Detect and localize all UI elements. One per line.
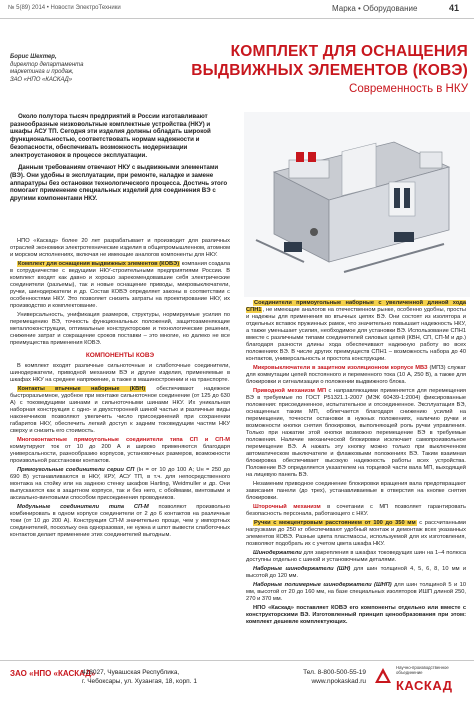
col2-paragraph-1: Соединители прямоугольные наборные с увеличенной длиной хода СПН1, не имеющие аналогов на отечественном рынке, особенно удобны, просты и надежны для применения во втычных цепях ВЭ. Они состоят из изолятора и отдельных вставок пружинных рамок, что значительно повышает надежность НКУ, а также уменьшает усилия, необходимое для установки ВЭ. Использование СПН1 вместе с различными типами соединителей силовых цепей (КВН, СП, СП-М и др.) благодаря разности длины хода обеспечивают надежную работу во всех положениях ВЭ. В числе других преимуществ СПН1 – возможность набора до 40 контактов, универсальность и простота конструкции. <box>246 300 466 362</box>
col2-paragraph-8: Наборные шинодержатели (ШН) для шин толщиной 4, 5, 6, 8, 10 мм и высотой до 120 мм. <box>246 566 466 579</box>
title-line-2: ВЫДВИЖНЫХ ЭЛЕМЕНТОВ (КОВЭ) <box>191 62 468 79</box>
col1-red-sp: Многоконтактные прямоугольные соединители типа СП и СП-М <box>17 437 230 443</box>
company-footer <box>0 660 474 701</box>
col2-red-mp: Приводной механизм МП <box>253 388 327 394</box>
author-company: ЗАО «НПО «КАСКАД» <box>10 76 73 83</box>
withdrawable-unit-illustration <box>244 112 470 297</box>
footer-address: 428027, Чувашская Республика, г. Чебоксары, ул. Хузангая, 18, корп. 1 <box>82 669 197 685</box>
kaskad-logo <box>374 665 468 697</box>
col2-highlight-spn1: Соединители прямоугольные наборные с увеличенной длиной хода СПН1 <box>246 300 466 313</box>
col2-red-shutter: Шторочный механизм <box>253 504 321 510</box>
col1-paragraph-4: В комплект входят различные сильноточные и слаботочные соединители, шинодержатели, приводной механизм ВЭ и другие изделия, применяемые в шкафах НКУ на среднее напряжение, а также в машиностроении и на транспорте. <box>10 363 230 383</box>
col1-paragraph-5: Контакты втычные наборные (КВН) обеспечивают надежное быстроразъемное, удобное при монтаже сильноточное соединение (от 125 до 630 А) с токоведущими шинами и сильноточными шинами НКУ. Их уникальная наборная конструкция с одно- и двухсторонней шиной частью и различные виды наконечников позволяют увеличить число присоединений при сохранении габаритов НКУ, обеспечить легкий доступ к задним токоведущим частям НКУ сверху и снизить его стоимость. <box>10 386 230 434</box>
title-line-1: КОМПЛЕКТ ДЛЯ ОСНАЩЕНИЯ <box>230 43 468 60</box>
logo-name: КАСКАД <box>396 678 453 693</box>
author-name: Борис Шехтер, <box>10 54 57 60</box>
page-header <box>0 0 474 19</box>
col2-paragraph-7: Шинодержатели для закрепления в шкафах токоведущих шин на 1–4 полюса доступны отдельно с шиной и установочными деталями. <box>246 550 466 563</box>
col2-paragraph-3: Приводной механизм МП с направляющими применяется для перемещения ВЭ в требуемые по ГОСТ Р51321.1-2007 (МЭК 60439-1:2004) фиксированные положения: присоединенное, испытательное и отсоединенное. Эксплуатация ВЭ, оснащенных таким МП, облегчается благодаря снижению усилий на перемещение, точности остановки в нужных положениях, наличию ручки и возможности кнопки снятия блокировки, выполняющей роль ручки управления. Только при нажатии этой кнопки возможно перемещение ВЭ в требуемые положения. Наличие механической блокировки исключает самопроизвольное перемещение ВЭ. А нажать эту кнопку можно только при выключенном автоматическом выключателе и флажковыми положениях ВЭ. Таким взаимная блокировка обеспечивает высокую надежность работы всех устройства. Положение ВЭ определяется указателем на торцевой части вала МП, выходящей на лицевую панель ВЭ. <box>246 388 466 478</box>
col1-paragraph-3: Универсальность, унификация размеров, структуры, нормируемые усилия по перемещению ВЭ, точность функциональных положений, защитозаменяющие металлоконструкции, оптимальные конструкторские и технологические решения, снижение затрат и сокращение сроков поставки – это многие, но далеко не все преимущества применения КОВЭ. <box>10 312 230 346</box>
logo-tagline: Научно-производственное объединение <box>396 665 449 675</box>
col1-paragraph-1: НПО «Каскад» более 20 лет разрабатывает и производит для различных отраслей экономики электротехнические изделия в общепромышленном, атомном и морском исполнениях, включая не имеющие аналогов компоненты для НКУ. <box>10 238 230 258</box>
col1-paragraph-6: Многоконтактные прямоугольные соединители типа СП и СП-М коммутируют ток от 10 до 200 А и широко применяются благодаря универсальности, разнообразию корпусов, установочных размеров, возможности произвольной расстановки контактов. <box>10 437 230 464</box>
col2-paragraph-6: Ручки с межцентровым расстоянием от 100 до 350 мм с рассчитанными нагрузками до 250 кг обеспечивают удобный монтаж и демонтаж всех указанных элементов КОВЭ. Разные цвета пластмассы, используемой для их изготовления, позволяют подобрать их с учетом цвета шкафа НКУ. <box>246 520 466 547</box>
col2-paragraph-4: Незаменим приводное соединение блокировки вращения вала предотвращают зависания панели (до трех), устанавливаемые в отверстия на кнопке снятия блокировки. <box>246 481 466 501</box>
col1-paragraph-2: Комплект для оснащения выдвижных элементов (КОВЭ) компания создала в сотрудничестве с ведущими НКУ-строительными предприятиями России. В комплект входят как давно и хорошо зарекомендовавшие себя электрические соединители (разъемы), так и новые оснащение приводы, микровыключатели, ручки, шинодержатели и др. Состав КОВЭ определяет законы в соответствии с особенностями НКУ. Это позволяет снизить затраты на проектирование НКУ, их производство и комплектование. <box>10 261 230 309</box>
col1-paragraph-7: Прямоугольные соединители серии СП (Iн = от 10 до 100 А; Uн = 250 до 690 В) устанавливаются в НКУ, КРУ, АСУ ТП, в т.ч. для непосредственного монтажа на стойку или на заднюю стенку шкафов Harting, Weidmuller и др. Они выпускаются как в защитном корпусе, так и без него, с обоймами, винтовыми и аксиально-винтовыми способом присоединения проводников. <box>10 467 230 501</box>
col2-highlight-handles: Ручки с межцентровым расстоянием от 100 до 350 мм <box>254 520 416 526</box>
author-role-1: директор департамента <box>10 61 84 68</box>
issue-info: № 5(89) 2014 • Новости ЭлектроТехники <box>8 5 121 11</box>
footer-company: ЗАО «НПО «КАСКАД» <box>10 669 96 678</box>
lead-paragraph-1: Около полутора тысяч предприятий в России изготавливают разнообразные низковольтные комплектные устройства (НКУ) и шкафы АСУ ТП. Сегодня эти изделия должны обладать широкой функциональностью, соответствовать нормам надежности и безопасности, обеспечивать возможность модернизации электроустановок в процессе эксплуатации. <box>10 113 211 159</box>
page-number: 41 <box>449 3 460 13</box>
author-block <box>10 54 110 84</box>
section-label: Марка • Оборудование <box>332 4 418 13</box>
col2-paragraph-5: Шторочный механизм в сочетании с МП позволяет гарантировать безопасность персонала, работающего с НКУ. <box>246 504 466 517</box>
col2-paragraph-2: Микровыключатели в защитном изоляционном корпусе МВЗ (МПЗ) служат для коммутации цепей постоянного и переменного тока (10 А, 250 В), а также для блокировки и сигнализации о положении выдвижного блока. <box>246 365 466 385</box>
col1-paragraph-8: Модульные соединители типа СП-М позволяют произвольно комбинировать в одном корпусе соединители от 2 до 6 контактов на различные токи (от 10 до 200 А). Конструкция СП-М значительно проще, чем у импортных соединителей, поскольку она одноразовая, не нужна и шпот вывести слаботочных контактов делает применение этих соединителей выгодным. <box>10 504 231 538</box>
lead-paragraphs <box>10 113 234 208</box>
col1-highlight-kove: Комплект для оснащения выдвижных элементов (КОВЭ) <box>18 261 180 267</box>
article-column-1 <box>10 238 230 541</box>
article-subtitle: Современность в НКУ <box>349 83 468 95</box>
col2-paragraph-9: Наборные полимерные шинодержатели (ШНП) для шин толщиной 5 и 10 мм, высотой от 20 до 160 мм, на базе специальных изоляторов ИШП длиной 250, 270 и 370 мм. <box>246 582 467 602</box>
col2-paragraph-10: НПО «Каскад» поставляет КОВЭ его компоненты отдельно или вместе с конструкторскими ВЭ. Изготовленный принцип ценообразования при этом: комплект дешевле комплектующих. <box>246 605 466 625</box>
col2-red-mvz: Микровыключатели в защитном изоляционном корпусе МВЗ <box>253 365 428 371</box>
footer-contacts <box>268 668 366 686</box>
footer-website-link[interactable]: www.npokaskad.ru <box>311 678 366 685</box>
footer-phone: Тел. 8-800-500-55-19 <box>303 669 366 676</box>
article-column-2 <box>246 300 466 628</box>
section-heading-components: КОМПОНЕНТЫ КОВЭ <box>85 352 155 359</box>
article-title <box>160 42 468 80</box>
col1-highlight-kvn: Контакты втычные наборные (КВН) <box>18 386 146 392</box>
author-role-2: маркетинга и продаж, <box>10 69 74 75</box>
product-photo <box>244 112 470 297</box>
kaskad-logo-icon <box>374 667 392 685</box>
lead-paragraph-2: Данным требованиям отвечают НКУ с выдвижными элементами (ВЭ). Они удобны в эксплуатации, при ремонте, наладке и замене аппаратуры без остановки технологического процесса. Достичь этого помогает применение специальных изделий для соединения ВЭ с другими компонентами НКУ. <box>10 164 228 203</box>
